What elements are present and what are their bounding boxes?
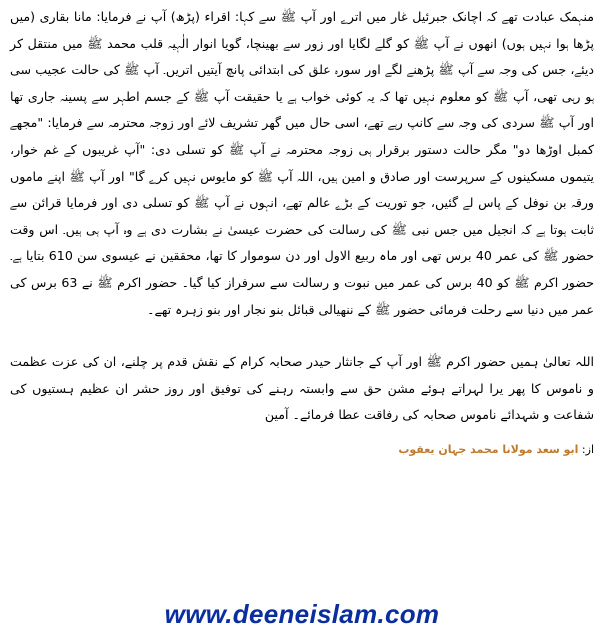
article-paragraph-1: منہمک عبادت تھے کہ اچانک جبرئیل غار میں اترے اور آپ ﷺ سے کہا: اقراء (پڑھ) آپ نے فرمایا: مانا بقاری (میں پڑھا ہوا نہیں ہوں) انھوں نے آپ ﷺ کو گلے لگایا اور زور سے بھینچا، گویا انوار الٰہیہ قلب محمد ﷺ میں منتقل کر دیئے، جس کی وجہ سے آپ ﷺ پڑھنے لگے اور سورہ علق کی ابتدائی پانچ آیتیں اتریں۔ آپ ﷺ کی حالت عجیب سی ہو رہی تھی، آپ ﷺ کو معلوم نہیں تھا کہ یہ کوئی خواب ہے یا حقیقت آپ ﷺ کے جسم اطہر سے پسینہ جاری تھا اور آپ ﷺ سردی کی وجہ سے کانپ رہے تھے، اسی حال میں گھر تشریف لائے اور زوجہ محترمہ سے فرمایا: "مجھے کمبل اوڑھا دو" مگر حالت دستور برقرار ہی زوجہ محترمہ نے آپ ﷺ کو تسلی دی: "آپ غریبوں کے غم خوار، یتیموں مسکینوں کے سرپرست اور صادق و امین ہیں، اللہ آپ ﷺ کو مایوس نہیں کرے گا" اور آپ ﷺ اپنے ماموں ورقہ بن نوفل کے پاس لے گئیں، جو توریت کے بڑے عالم تھے، انہوں نے آپ ﷺ کو تسلی دی اور فرمایا قرائن سے ثابت ہوتا ہے کہ انجیل میں جس نبی ﷺ کی رسالت کی حضرت عیسیٰ نے بشارت دی ہے وہ آپ ہی ہیں۔ اس وقت حضور ﷺ کی عمر 40 برس تھی اور ماہ ربیع الاول اور دن سوموار کا تھا، محققین نے عیسوی سن 610 بتایا ہے۔ حضور اکرم ﷺ کو 40 برس کی عمر میں نبوت و رسالت سے سرفراز کیا گیا۔ حضور اکرم ﷺ نے 63 برس کی عمر میں دنیا سے رحلت فرمائی حضور ﷺ کے ننھیالی قبائل بنو نجار اور بنو زہرہ تھے۔ — [10, 9, 595, 317]
author-prefix: از: — [581, 442, 594, 456]
author-name: ابو سعد مولانا محمد جہان یعقوب — [398, 442, 579, 456]
footer-website-link[interactable]: www.deeneislam.com — [164, 599, 440, 629]
author-credit — [10, 441, 594, 459]
article-paragraph-2: اللہ تعالیٰ ہمیں حضور اکرم ﷺ اور آپ کے جانثار حیدر صحابہ کرام کے نقش قدم پر چلنے، ان کی عزت عظمت و ناموس کا پھر یرا لہراتے ہوئے مشن حق سے وابستہ رہنے کی توفیق اور روز حشر ان عظیم ہستیوں کی شفاعت و شہدائے ناموس صحابہ کی رفاقت عطا فرمائے۔ آمین — [10, 354, 594, 423]
